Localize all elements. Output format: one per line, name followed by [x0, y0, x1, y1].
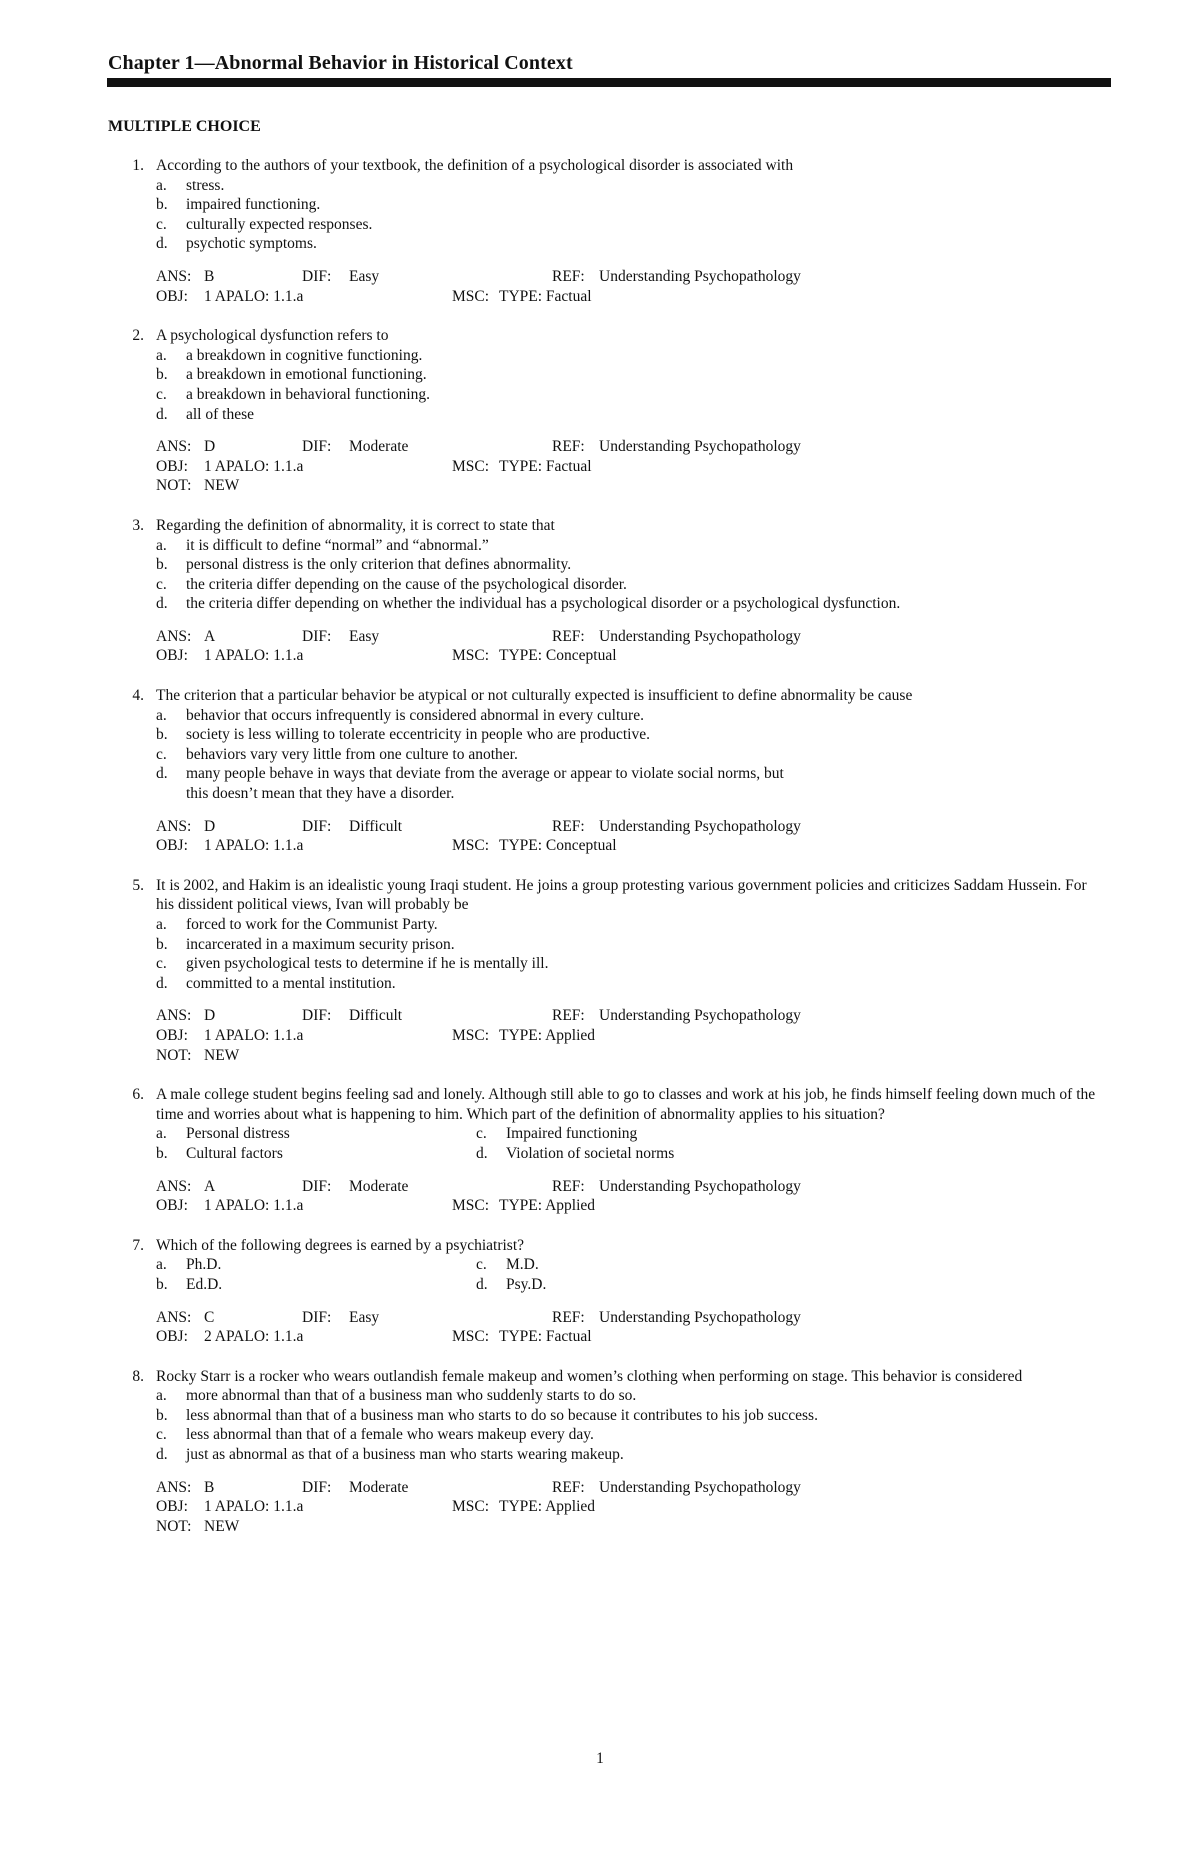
choice-text: stress.	[186, 176, 225, 194]
objective	[156, 1196, 452, 1216]
obj-value: 2 APALO: 1.1.a	[204, 1328, 304, 1346]
question-body	[156, 876, 1096, 1065]
choice-letter: c.	[156, 385, 167, 403]
answer-choice	[156, 1255, 476, 1275]
answer-choice	[156, 954, 1096, 974]
objective	[156, 836, 452, 856]
choice-text: psychotic symptoms.	[186, 235, 317, 253]
answer-key	[156, 627, 302, 647]
ref-value: Understanding Psychopathology	[599, 438, 801, 456]
obj-value: 1 APALO: 1.1.a	[204, 457, 304, 475]
section-heading: MULTIPLE CHOICE	[108, 118, 261, 135]
ans-value: D	[204, 1007, 216, 1025]
choice-text: Violation of societal norms	[506, 1144, 675, 1162]
obj-label: OBJ:	[156, 1328, 188, 1346]
msc-value: TYPE: Conceptual	[499, 837, 617, 855]
answer-choice	[476, 1275, 876, 1295]
answer-choice	[156, 555, 1096, 575]
choice-letter: c.	[476, 1125, 487, 1143]
question-body	[156, 326, 1096, 496]
answer-choice	[156, 536, 1096, 556]
ref-label: REF:	[552, 1308, 585, 1326]
answer-choices	[156, 1386, 1096, 1464]
answer-key	[156, 267, 302, 287]
choice-text: committed to a mental institution.	[186, 974, 396, 992]
choice-text: it is difficult to define “normal” and “abnormal.”	[186, 536, 489, 554]
dif-value: Easy	[349, 267, 380, 285]
choice-letter: a.	[156, 706, 167, 724]
ans-label: ANS:	[156, 438, 192, 456]
ans-label: ANS:	[156, 1478, 192, 1496]
ref-value: Understanding Psychopathology	[599, 267, 801, 285]
question-number: 6.	[132, 1086, 144, 1104]
answer-choice	[156, 915, 1096, 935]
dif-value: Moderate	[349, 1478, 409, 1496]
miscellaneous	[452, 1196, 1096, 1216]
metadata-row	[156, 457, 1096, 477]
choice-letter: d.	[156, 1446, 168, 1464]
choice-text: Personal distress	[186, 1125, 290, 1143]
msc-label: MSC:	[452, 1197, 490, 1215]
obj-label: OBJ:	[156, 457, 188, 475]
answer-choice	[156, 346, 1096, 366]
question-number: 3.	[132, 516, 144, 534]
metadata-row	[156, 1196, 1096, 1216]
choice-text: just as abnormal as that of a business man who starts wearing makeup.	[186, 1446, 624, 1464]
ref-label: REF:	[552, 267, 585, 285]
question-number: 4.	[132, 687, 144, 705]
question-list	[0, 156, 1200, 1536]
reference	[552, 627, 1096, 647]
choice-letter: c.	[156, 745, 167, 763]
choice-letter: c.	[156, 575, 167, 593]
choice-letter: a.	[156, 1256, 167, 1274]
ref-label: REF:	[552, 438, 585, 456]
choice-text: the criteria differ depending on whether the individual has a psychological disorder or a psychological dysfunction.	[186, 595, 901, 613]
choice-text: incarcerated in a maximum security prison.	[186, 935, 455, 953]
question-number: 5.	[132, 876, 144, 894]
not-value: NEW	[204, 1046, 240, 1064]
miscellaneous	[452, 646, 1096, 666]
answer-key	[156, 817, 302, 837]
answer-key	[156, 437, 302, 457]
title-rule	[107, 78, 1111, 87]
obj-value: 1 APALO: 1.1.a	[204, 1197, 304, 1215]
choice-text: Ph.D.	[186, 1256, 222, 1274]
objective	[156, 1327, 452, 1347]
answer-key	[156, 1308, 302, 1328]
obj-value: 1 APALO: 1.1.a	[204, 837, 304, 855]
miscellaneous	[452, 1327, 1096, 1347]
answer-choice	[156, 594, 1096, 614]
obj-label: OBJ:	[156, 1026, 188, 1044]
ref-label: REF:	[552, 1177, 585, 1195]
metadata-row	[156, 287, 1096, 307]
answer-choice	[156, 725, 1096, 745]
not-label: NOT:	[156, 1046, 192, 1064]
ans-label: ANS:	[156, 817, 192, 835]
ans-value: A	[204, 627, 216, 645]
ref-value: Understanding Psychopathology	[599, 817, 801, 835]
metadata-row	[156, 1046, 1096, 1066]
difficulty	[302, 1478, 552, 1498]
ref-value: Understanding Psychopathology	[599, 627, 801, 645]
objective	[156, 1497, 452, 1517]
answer-choice	[476, 1124, 876, 1144]
question-number: 1.	[132, 157, 144, 174]
ans-label: ANS:	[156, 1177, 192, 1195]
objective	[156, 457, 452, 477]
answer-choice	[156, 575, 1096, 595]
choice-letter: b.	[156, 935, 168, 953]
ans-label: ANS:	[156, 1308, 192, 1326]
not-value: NEW	[204, 1517, 240, 1535]
obj-label: OBJ:	[156, 287, 188, 305]
choice-letter: c.	[476, 1256, 487, 1274]
ans-value: B	[204, 1478, 215, 1496]
msc-value: TYPE: Factual	[499, 457, 592, 475]
answer-metadata	[156, 1308, 1096, 1347]
metadata-row	[156, 1478, 1096, 1498]
question-body	[156, 156, 1096, 306]
ref-value: Understanding Psychopathology	[599, 1478, 801, 1496]
metadata-row	[156, 1026, 1096, 1046]
metadata-row	[156, 817, 1096, 837]
answer-metadata	[156, 1478, 1096, 1537]
answer-choice	[156, 1275, 476, 1295]
choice-text: behaviors vary very little from one culture to another.	[186, 745, 518, 763]
answer-choice	[156, 764, 1096, 803]
difficulty	[302, 1006, 552, 1026]
dif-value: Easy	[349, 1308, 380, 1326]
msc-label: MSC:	[452, 1498, 490, 1516]
msc-value: TYPE: Factual	[499, 1328, 592, 1346]
choice-letter: d.	[156, 595, 168, 613]
answer-choice	[156, 935, 1096, 955]
not-value: NEW	[204, 477, 240, 495]
choice-letter: d.	[156, 765, 168, 783]
question-stem: A psychological dysfunction refers to	[156, 327, 389, 345]
page-number: 1	[596, 1750, 604, 1767]
question-stem: The criterion that a particular behavior be atypical or not culturally expected is insufficient to define abnormality be cause	[156, 687, 913, 705]
msc-value: TYPE: Applied	[499, 1498, 596, 1516]
metadata-row	[156, 1308, 1096, 1328]
answer-metadata	[156, 817, 1096, 856]
answer-metadata	[156, 1177, 1096, 1216]
miscellaneous	[452, 1497, 1096, 1517]
choice-letter: b.	[156, 556, 168, 574]
ans-label: ANS:	[156, 267, 192, 285]
choice-text: the criteria differ depending on the cause of the psychological disorder.	[186, 575, 627, 593]
obj-value: 1 APALO: 1.1.a	[204, 1498, 304, 1516]
choice-letter: a.	[156, 536, 167, 554]
dif-value: Difficult	[349, 1007, 403, 1025]
answer-choice	[156, 1445, 1096, 1465]
metadata-row	[156, 627, 1096, 647]
answer-choice	[156, 215, 1096, 235]
answer-choice	[156, 706, 1096, 726]
ans-value: B	[204, 267, 215, 285]
answer-choice	[156, 385, 1096, 405]
answer-choices	[156, 536, 1096, 614]
dif-label: DIF:	[302, 438, 332, 456]
answer-metadata	[156, 267, 1096, 306]
answer-choice	[156, 1406, 1096, 1426]
question-item	[0, 156, 1200, 306]
question-number: 8.	[132, 1367, 144, 1385]
metadata-row	[156, 1327, 1096, 1347]
choice-text: society is less willing to tolerate eccentricity in people who are productive.	[186, 726, 650, 744]
choice-text: less abnormal than that of a female who wears makeup every day.	[186, 1426, 594, 1444]
not-label: NOT:	[156, 477, 192, 495]
question-item	[0, 326, 1200, 496]
metadata-row	[156, 836, 1096, 856]
msc-label: MSC:	[452, 287, 490, 305]
answer-choice	[156, 1144, 476, 1164]
ref-label: REF:	[552, 817, 585, 835]
obj-value: 1 APALO: 1.1.a	[204, 647, 304, 665]
metadata-row	[156, 1517, 1096, 1537]
question-stem: According to the authors of your textbook, the definition of a psychological disorder is associated with	[156, 157, 794, 174]
choice-letter: a.	[156, 176, 167, 194]
choice-text: Cultural factors	[186, 1144, 283, 1162]
question-item	[0, 876, 1200, 1065]
choice-text: behavior that occurs infrequently is considered abnormal in every culture.	[186, 706, 644, 724]
answer-choice	[156, 195, 1096, 215]
question-stem: Regarding the definition of abnormality, it is correct to state that	[156, 516, 555, 534]
choice-letter: d.	[476, 1144, 488, 1162]
dif-label: DIF:	[302, 267, 332, 285]
choice-text: Impaired functioning	[506, 1125, 638, 1143]
question-number: 7.	[132, 1236, 144, 1254]
msc-value: TYPE: Factual	[499, 287, 592, 305]
obj-label: OBJ:	[156, 647, 188, 665]
not-label: NOT:	[156, 1517, 192, 1535]
answer-choices	[156, 706, 1096, 804]
question-number: 2.	[132, 327, 144, 345]
msc-label: MSC:	[452, 647, 490, 665]
ans-value: C	[204, 1308, 215, 1326]
choice-text: less abnormal than that of a business man who starts to do so because it contributes to his job success.	[186, 1406, 818, 1424]
ans-value: D	[204, 817, 216, 835]
choice-letter: b.	[156, 1144, 168, 1162]
answer-choices	[156, 1255, 1096, 1294]
choice-text: given psychological tests to determine if he is mentally ill.	[186, 955, 549, 973]
choice-letter: d.	[476, 1275, 488, 1293]
msc-value: TYPE: Conceptual	[499, 647, 617, 665]
question-item	[0, 686, 1200, 856]
answer-choice	[156, 365, 1096, 385]
answer-choice	[156, 1386, 1096, 1406]
ref-label: REF:	[552, 627, 585, 645]
reference	[552, 1006, 1096, 1026]
ref-value: Understanding Psychopathology	[599, 1007, 801, 1025]
question-stem: It is 2002, and Hakim is an idealistic young Iraqi student. He joins a group protesting various government policies and criticizes Saddam Hussein. For his dissident political views, Ivan will probably be	[156, 876, 1087, 914]
difficulty	[302, 437, 552, 457]
difficulty	[302, 1177, 552, 1197]
choice-letter: c.	[156, 215, 167, 233]
metadata-row	[156, 1497, 1096, 1517]
ref-value: Understanding Psychopathology	[599, 1177, 801, 1195]
ans-label: ANS:	[156, 627, 192, 645]
objective	[156, 287, 452, 307]
choice-text: culturally expected responses.	[186, 215, 373, 233]
question-stem: A male college student begins feeling sad and lonely. Although still able to go to classes and work at his job, he finds himself feeling down much of the time and worries about what is happening to him. Which part of the definition of abnormality applies to his situation?	[156, 1086, 1096, 1123]
msc-value: TYPE: Applied	[499, 1026, 596, 1044]
msc-value: TYPE: Applied	[499, 1197, 596, 1215]
answer-key	[156, 1006, 302, 1026]
difficulty	[302, 267, 552, 287]
dif-value: Moderate	[349, 438, 409, 456]
choice-letter: c.	[156, 955, 167, 973]
choice-letter: a.	[156, 1125, 167, 1143]
answer-metadata	[156, 1006, 1096, 1065]
chapter-title: Chapter 1—Abnormal Behavior in Historical Context	[108, 52, 573, 74]
choice-letter: b.	[156, 1406, 168, 1424]
reference	[552, 817, 1096, 837]
choice-text: more abnormal than that of a business man who suddenly starts to do so.	[186, 1387, 637, 1405]
dif-label: DIF:	[302, 1007, 332, 1025]
choice-letter: c.	[156, 1426, 167, 1444]
msc-label: MSC:	[452, 1026, 490, 1044]
reference	[552, 1308, 1096, 1328]
question-body	[156, 1085, 1096, 1216]
choice-letter: d.	[156, 974, 168, 992]
obj-value: 1 APALO: 1.1.a	[204, 287, 304, 305]
metadata-row	[156, 1177, 1096, 1197]
question-body	[156, 1236, 1096, 1347]
ans-value: D	[204, 438, 216, 456]
ref-label: REF:	[552, 1007, 585, 1025]
dif-label: DIF:	[302, 817, 332, 835]
msc-label: MSC:	[452, 1328, 490, 1346]
choice-letter: b.	[156, 196, 168, 214]
miscellaneous	[452, 287, 1096, 307]
question-item	[0, 1236, 1200, 1347]
answer-choice	[156, 1425, 1096, 1445]
choice-letter: b.	[156, 366, 168, 384]
answer-choice	[156, 405, 1096, 425]
answer-key	[156, 1478, 302, 1498]
question-stem: Rocky Starr is a rocker who wears outlandish female makeup and women’s clothing when performing on stage. This behavior is considered	[156, 1367, 1023, 1385]
obj-value: 1 APALO: 1.1.a	[204, 1026, 304, 1044]
reference	[552, 1177, 1096, 1197]
msc-label: MSC:	[452, 837, 490, 855]
choice-text: Ed.D.	[186, 1275, 223, 1293]
answer-metadata	[156, 437, 1096, 496]
objective	[156, 1026, 452, 1046]
dif-value: Difficult	[349, 817, 403, 835]
question-stem: Which of the following degrees is earned by a psychiatrist?	[156, 1236, 525, 1254]
choice-letter: a.	[156, 916, 167, 933]
question-item	[0, 516, 1200, 666]
miscellaneous	[452, 1026, 1096, 1046]
answer-choice	[156, 176, 1096, 196]
obj-label: OBJ:	[156, 1197, 188, 1215]
ref-value: Understanding Psychopathology	[599, 1308, 801, 1326]
choice-text: M.D.	[506, 1256, 539, 1274]
choice-letter: a.	[156, 346, 167, 364]
question-body	[156, 1367, 1096, 1537]
answer-choice	[156, 1124, 476, 1144]
choice-text: personal distress is the only criterion that defines abnormality.	[186, 556, 572, 574]
answer-choice	[156, 974, 1096, 994]
answer-choices	[156, 1124, 1096, 1163]
dif-value: Moderate	[349, 1177, 409, 1195]
dif-value: Easy	[349, 627, 380, 645]
dif-label: DIF:	[302, 627, 332, 645]
choice-letter: d.	[156, 235, 168, 253]
question-item	[0, 1085, 1200, 1216]
obj-label: OBJ:	[156, 837, 188, 855]
choice-text: many people behave in ways that deviate from the average or appear to violate social norms, but this doesn’t mean that they have a disorder.	[186, 765, 784, 803]
answer-metadata	[156, 627, 1096, 666]
reference	[552, 267, 1096, 287]
miscellaneous	[452, 457, 1096, 477]
msc-label: MSC:	[452, 457, 490, 475]
answer-choices	[156, 915, 1096, 993]
obj-label: OBJ:	[156, 1498, 188, 1516]
choice-letter: b.	[156, 726, 168, 744]
ref-label: REF:	[552, 1478, 585, 1496]
ans-value: A	[204, 1177, 216, 1195]
choice-text: a breakdown in behavioral functioning.	[186, 385, 431, 403]
dif-label: DIF:	[302, 1177, 332, 1195]
ans-label: ANS:	[156, 1007, 192, 1025]
difficulty	[302, 627, 552, 647]
difficulty	[302, 1308, 552, 1328]
choice-letter: d.	[156, 405, 168, 423]
metadata-row	[156, 1006, 1096, 1026]
objective	[156, 646, 452, 666]
metadata-row	[156, 437, 1096, 457]
question-body	[156, 516, 1096, 666]
choice-text: impaired functioning.	[186, 196, 321, 214]
difficulty	[302, 817, 552, 837]
answer-choices	[156, 346, 1096, 424]
choice-text: all of these	[186, 405, 255, 423]
metadata-row	[156, 646, 1096, 666]
answer-choice	[476, 1144, 876, 1164]
choice-letter: a.	[156, 1387, 167, 1405]
reference	[552, 1478, 1096, 1498]
dif-label: DIF:	[302, 1308, 332, 1326]
miscellaneous	[452, 836, 1096, 856]
question-body	[156, 686, 1096, 856]
metadata-row	[156, 267, 1096, 287]
choice-text: a breakdown in emotional functioning.	[186, 366, 427, 384]
answer-choices	[156, 176, 1096, 254]
metadata-row	[156, 476, 1096, 496]
answer-choice	[156, 234, 1096, 254]
answer-choice	[156, 745, 1096, 765]
reference	[552, 437, 1096, 457]
dif-label: DIF:	[302, 1478, 332, 1496]
choice-letter: b.	[156, 1275, 168, 1293]
choice-text: forced to work for the Communist Party.	[186, 916, 438, 933]
choice-text: a breakdown in cognitive functioning.	[186, 346, 423, 364]
answer-key	[156, 1177, 302, 1197]
answer-choice	[476, 1255, 876, 1275]
choice-text: Psy.D.	[506, 1275, 547, 1293]
question-item	[0, 1367, 1200, 1537]
